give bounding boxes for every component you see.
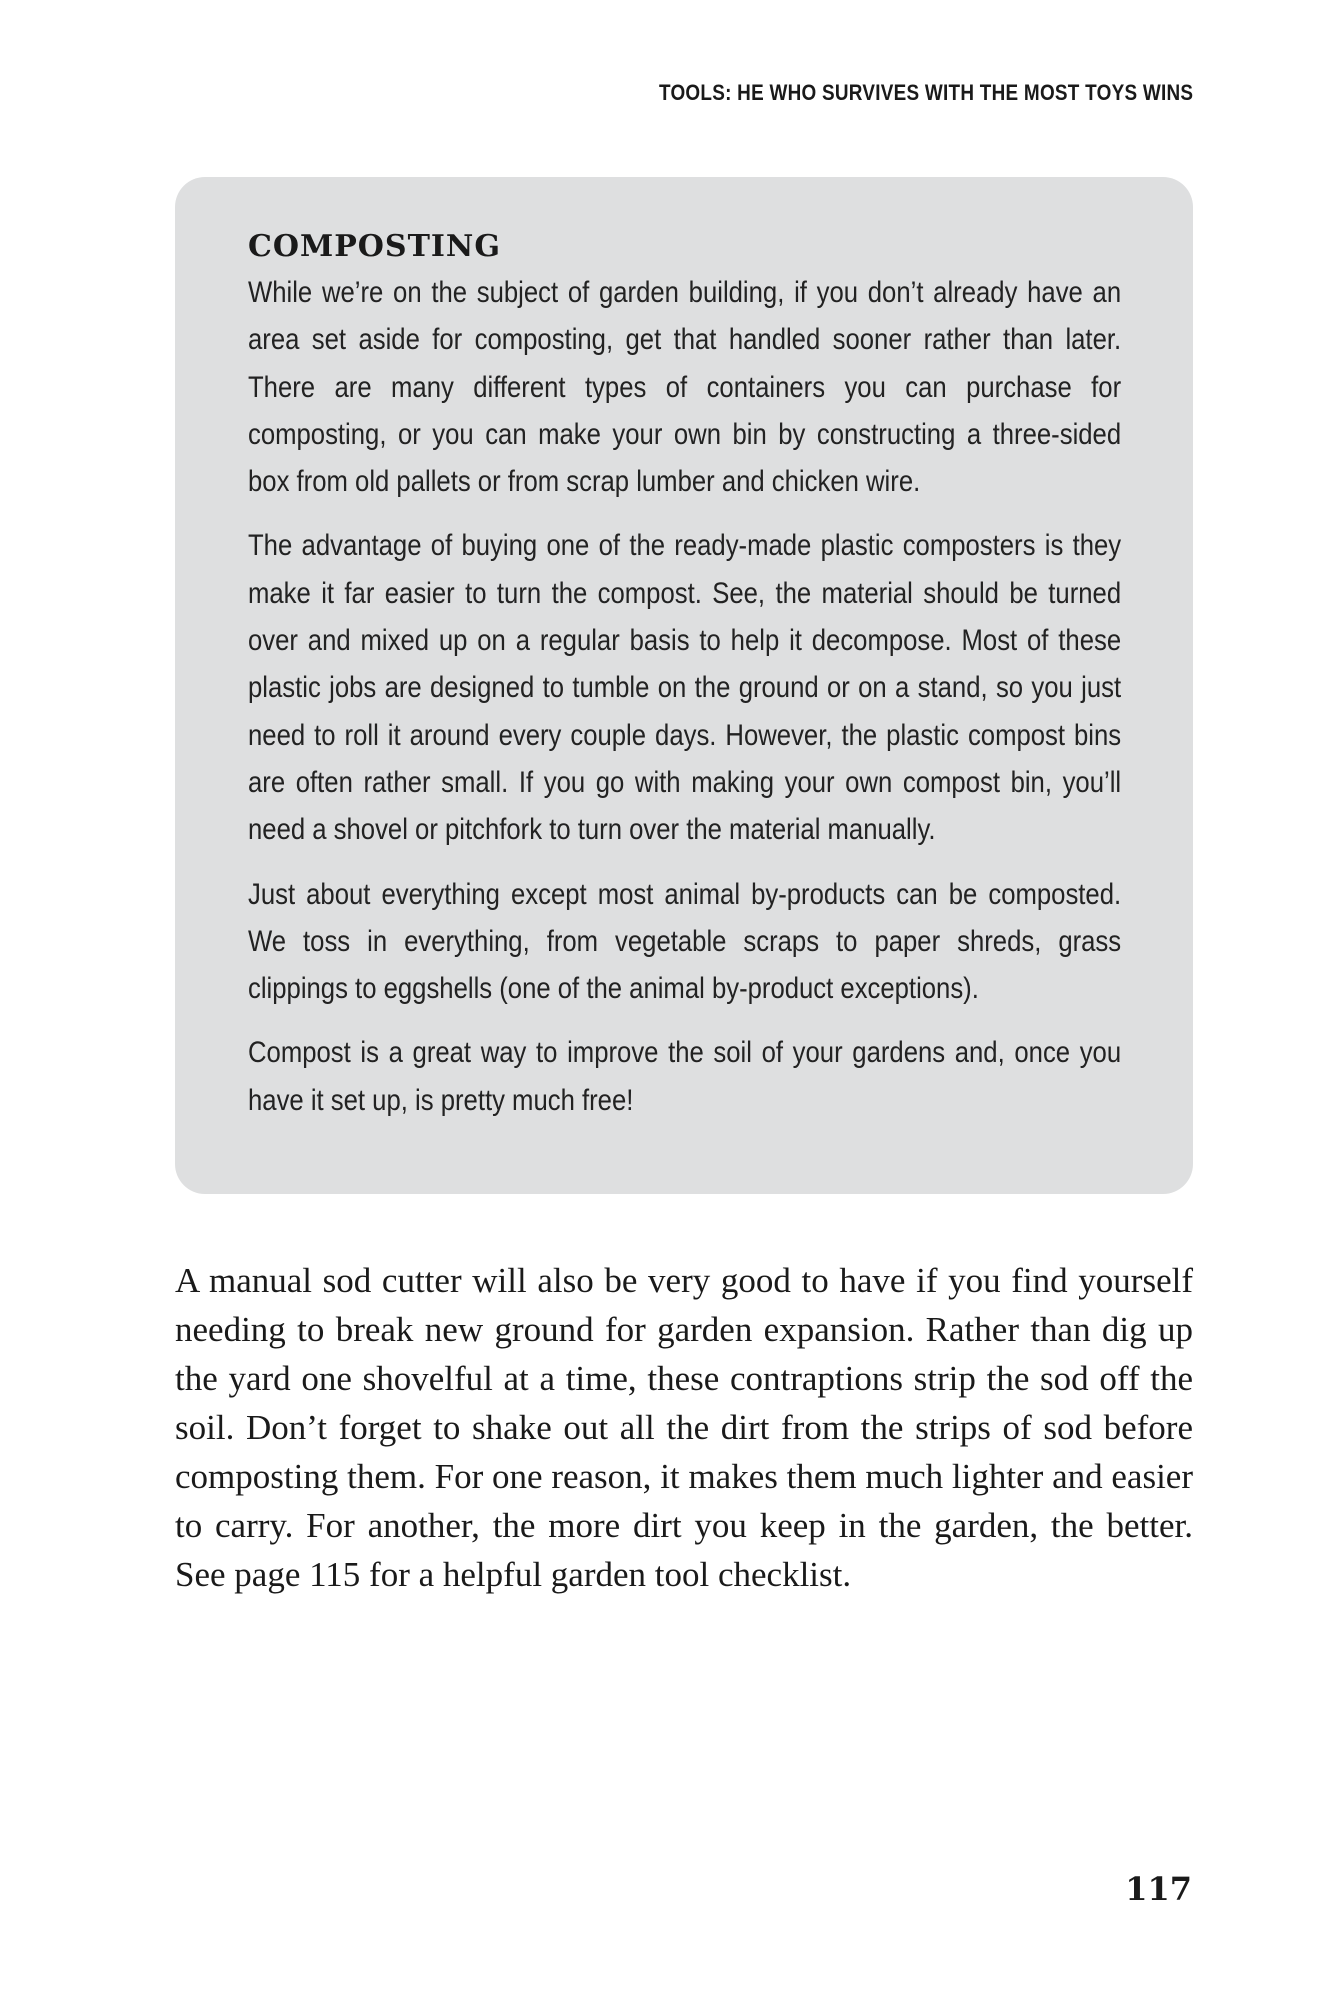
- sidebar-paragraph: Just about everything except most animal by-products can be composted. We toss in everything, from vegetable scraps to paper shreds, grass clippings to eggshells (one of the animal by-product exceptions).: [248, 877, 1122, 1006]
- sidebar-paragraph: While we’re on the subject of garden building, if you don’t already have an area set aside for composting, get that handled sooner rather than later. There are many different types of containers you can purchase for composting, or you can make your own bin by constructing a three-sided box from old pallets or from scrap lumber and chicken wire.: [248, 276, 1122, 499]
- composting-sidebar: [175, 177, 1193, 1194]
- sidebar-body: [248, 269, 1121, 1124]
- sidebar-paragraph: The advantage of buying one of the ready-made plastic composters is they make it far easier to turn the compost. See, the material should be turned over and mixed up on a regular basis to help it decompose. Most of these plastic jobs are designed to tumble on the ground or on a stand, so you just need to roll it around every couple days. However, the plastic compost bins are often rather small. If you go with making your own compost bin, you’ll need a shovel or pitchfork to turn over the material manually.: [248, 529, 1122, 847]
- sidebar-paragraph: Compost is a great way to improve the soil of your gardens and, once you have it set up, is pretty much free!: [248, 1036, 1122, 1117]
- running-head: TOOLS: HE WHO SURVIVES WITH THE MOST TOYS WINS: [658, 80, 1193, 105]
- sidebar-title: COMPOSTING: [248, 229, 501, 264]
- body-paragraph: A manual sod cutter will also be very good to have if you find yourself needing to break new ground for garden expansion. Rather than dig up the yard one shovelful at a time, these contraptions strip the sod off the soil. Don’t forget to shake out all the dirt from the strips of sod before composting them. For one reason, it makes them much lighter and easier to carry. For another, the more dirt you keep in the garden, the better. See page 115 for a helpful garden tool checklist.: [175, 1261, 1193, 1594]
- page-number: 117: [1125, 1870, 1192, 1908]
